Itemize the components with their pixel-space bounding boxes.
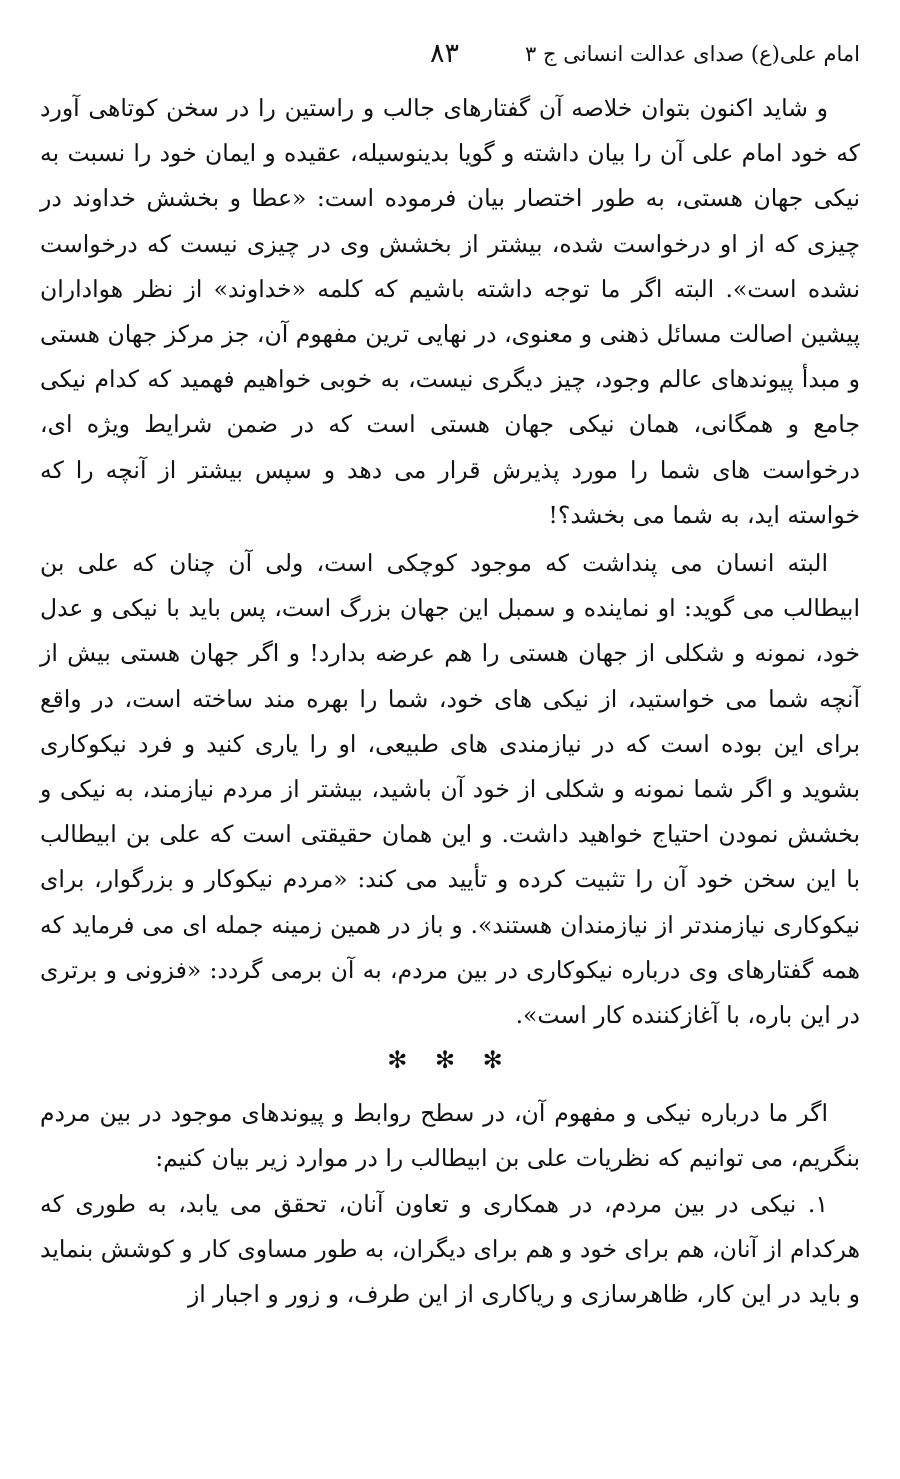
paragraph: ۱. نیکی در بین مردم، در همکاری و تعاون آنان، تحقق می یابد، به طوری که هرکدام از آنان، هم برای خود و هم برای دیگران، به طور مساوی کار و کوشش بنماید و باید در این کار، ظاهرسازی و ریاکاری از این طرف، و زور و اجبار از [40, 1189, 860, 1309]
paragraph: اگر ما درباره نیکی و مفهوم آن، در سطح روابط و پیوندهای موجود در بین مردم بنگریم، می توانیم که نظریات علی بن ابیطالب را در موارد زیر بیان کنیم: [40, 1099, 860, 1173]
book-title: امام علی(ع) صدای عدالت انسانی ج ۳ [525, 42, 860, 66]
body-text [40, 86, 860, 1317]
running-head [40, 34, 860, 74]
paragraph: البته انسان می پنداشت که موجود کوچکی است، ولی آن چنان که علی بن ابیطالب می گوید: او نماینده و سمبل این جهان بزرگ است، پس باید با نیکی و عدل خود، نمونه و شکلی از جهان هستی را هم عرضه بدارد! و اگر جهان هستی بیش از آنچه شما می خواستید، از نیکی های خود، شما را بهره مند ساخته است، در واقع برای این بوده است که در نیازمندی های طبیعی، او را یاری کنید و فرد نیکوکاری بشوید و اگر شما نمونه و شکلی از خود آن باشید، بیشتر از مردم نیازمند، به نیکی و بخشش نمودن احتیاج خواهید داشت. و این همان حقیقتی است که علی بن ابیطالب با این سخن خود آن را تثبیت کرده و تأیید می کند: «مردم نیکوکار و بزرگوار، برای نیکوکاری نیازمندتر از نیازمندان هستند». و باز در همین زمینه جمله ای می فرماید که همه گفتارهای وی درباره نیکوکاری در بین مردم، به آن برمی گردد: «فزونی و برتری در این باره، با آغازکننده کار است». [40, 549, 860, 1030]
section-separator: ✻ ✻ ✻ [387, 1046, 513, 1075]
page-number: ۸۳ [430, 38, 460, 69]
paragraph: و شاید اکنون بتوان خلاصه آن گفتارهای جالب و راستین را در سخن کوتاهی آورد که خود امام علی آن را بیان داشته و گویا بدینوسیله، عقیده و ایمان خود را نسبت به نیکی جهان هستی، به طور اختصار بیان فرموده است: «عطا و بخشش خداوند در چیزی که از او درخواست شده، بیشتر از بخشش وی در چیزی نیست که درخواست نشده است». البته اگر ما توجه داشته باشیم که کلمه «خداوند» از نظر هواداران پیشین اصالت مسائل ذهنی و معنوی، در نهایی ترین مفهوم آن، جز مرکز جهان هستی و مبدأ پیوندهای عالم وجود، چیز دیگری نیست، به خوبی خواهیم فهمید که کدام نیکی جامع و همگانی، همان نیکی جهان هستی است که در ضمن شرایط ویژه ای، درخواست های شما را مورد پذیرش قرار می دهد و سپس بیشتر از آنچه را که خواسته اید، به شما می بخشد؟! [40, 94, 860, 529]
